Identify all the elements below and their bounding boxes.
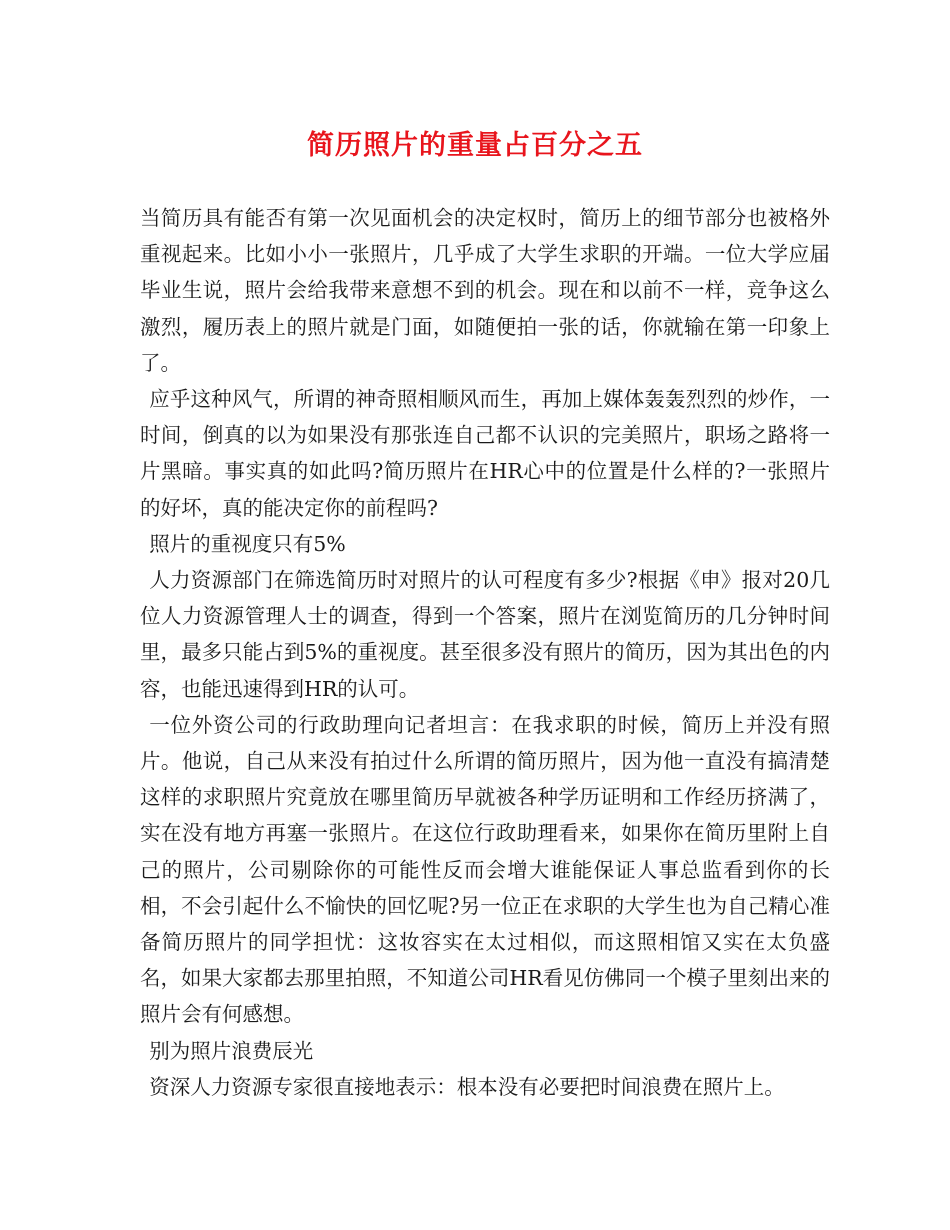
document-title: 简历照片的重量占百分之五 — [307, 130, 643, 161]
paragraph-5: 资深人力资源专家很直接地表示：根本没有必要把时间浪费在照片上。 — [149, 1074, 785, 1099]
paragraph-2: 应乎这种风气，所谓的神奇照相顺风而生，再加上媒体轰轰烈烈的炒作，一时间，倒真的以为如果没有那张连自己都不认识的完美照片，职场之路将一片黑暗。事实真的如此吗?简历照片在HR心中的位置是什么样的?一张照片的好坏，真的能决定你的前程吗? — [140, 387, 830, 520]
section-heading-photo-weight: 照片的重视度只有5% — [149, 531, 346, 556]
paragraph-1: 当简历具有能否有第一次见面机会的决定权时，简历上的细节部分也被格外重视起来。比如小小一张照片，几乎成了大学生求职的开端。一位大学应届毕业生说，照片会给我带来意想不到的机会。现在和以前不一样，竞争这么激烈，履历表上的照片就是门面，如随便拍一张的话，你就输在第一印象上了。 — [140, 206, 830, 375]
paragraph-4: 一位外资公司的行政助理向记者坦言：在我求职的时候，简历上并没有照片。他说，自己从来没有拍过什么所谓的简历照片，因为他一直没有搞清楚这样的求职照片究竟放在哪里简历早就被各种学历证明和工作经历挤满了，实在没有地方再塞一张照片。在这位行政助理看来，如果你在简历里附上自己的照片，公司剔除你的可能性反而会增大谁能保证人事总监看到你的长相，不会引起什么不愉快的回忆呢?另一位正在求职的大学生也为自己精心准备简历照片的同学担忧：这妆容实在太过相似，而这照相馆又实在太负盛名，如果大家都去那里拍照，不知道公司HR看见仿佛同一个模子里刻出来的照片会有何感想。 — [140, 712, 830, 1027]
document-body — [140, 200, 830, 1105]
paragraph-3: 人力资源部门在筛选简历时对照片的认可程度有多少?根据《申》报对20几位人力资源管理人士的调查，得到一个答案，照片在浏览简历的几分钟时间里，最多只能占到5%的重视度。甚至很多没有照片的简历，因为其出色的内容，也能迅速得到HR的认可。 — [140, 568, 830, 701]
section-heading-dont-waste-time: 别为照片浪费辰光 — [149, 1038, 314, 1063]
